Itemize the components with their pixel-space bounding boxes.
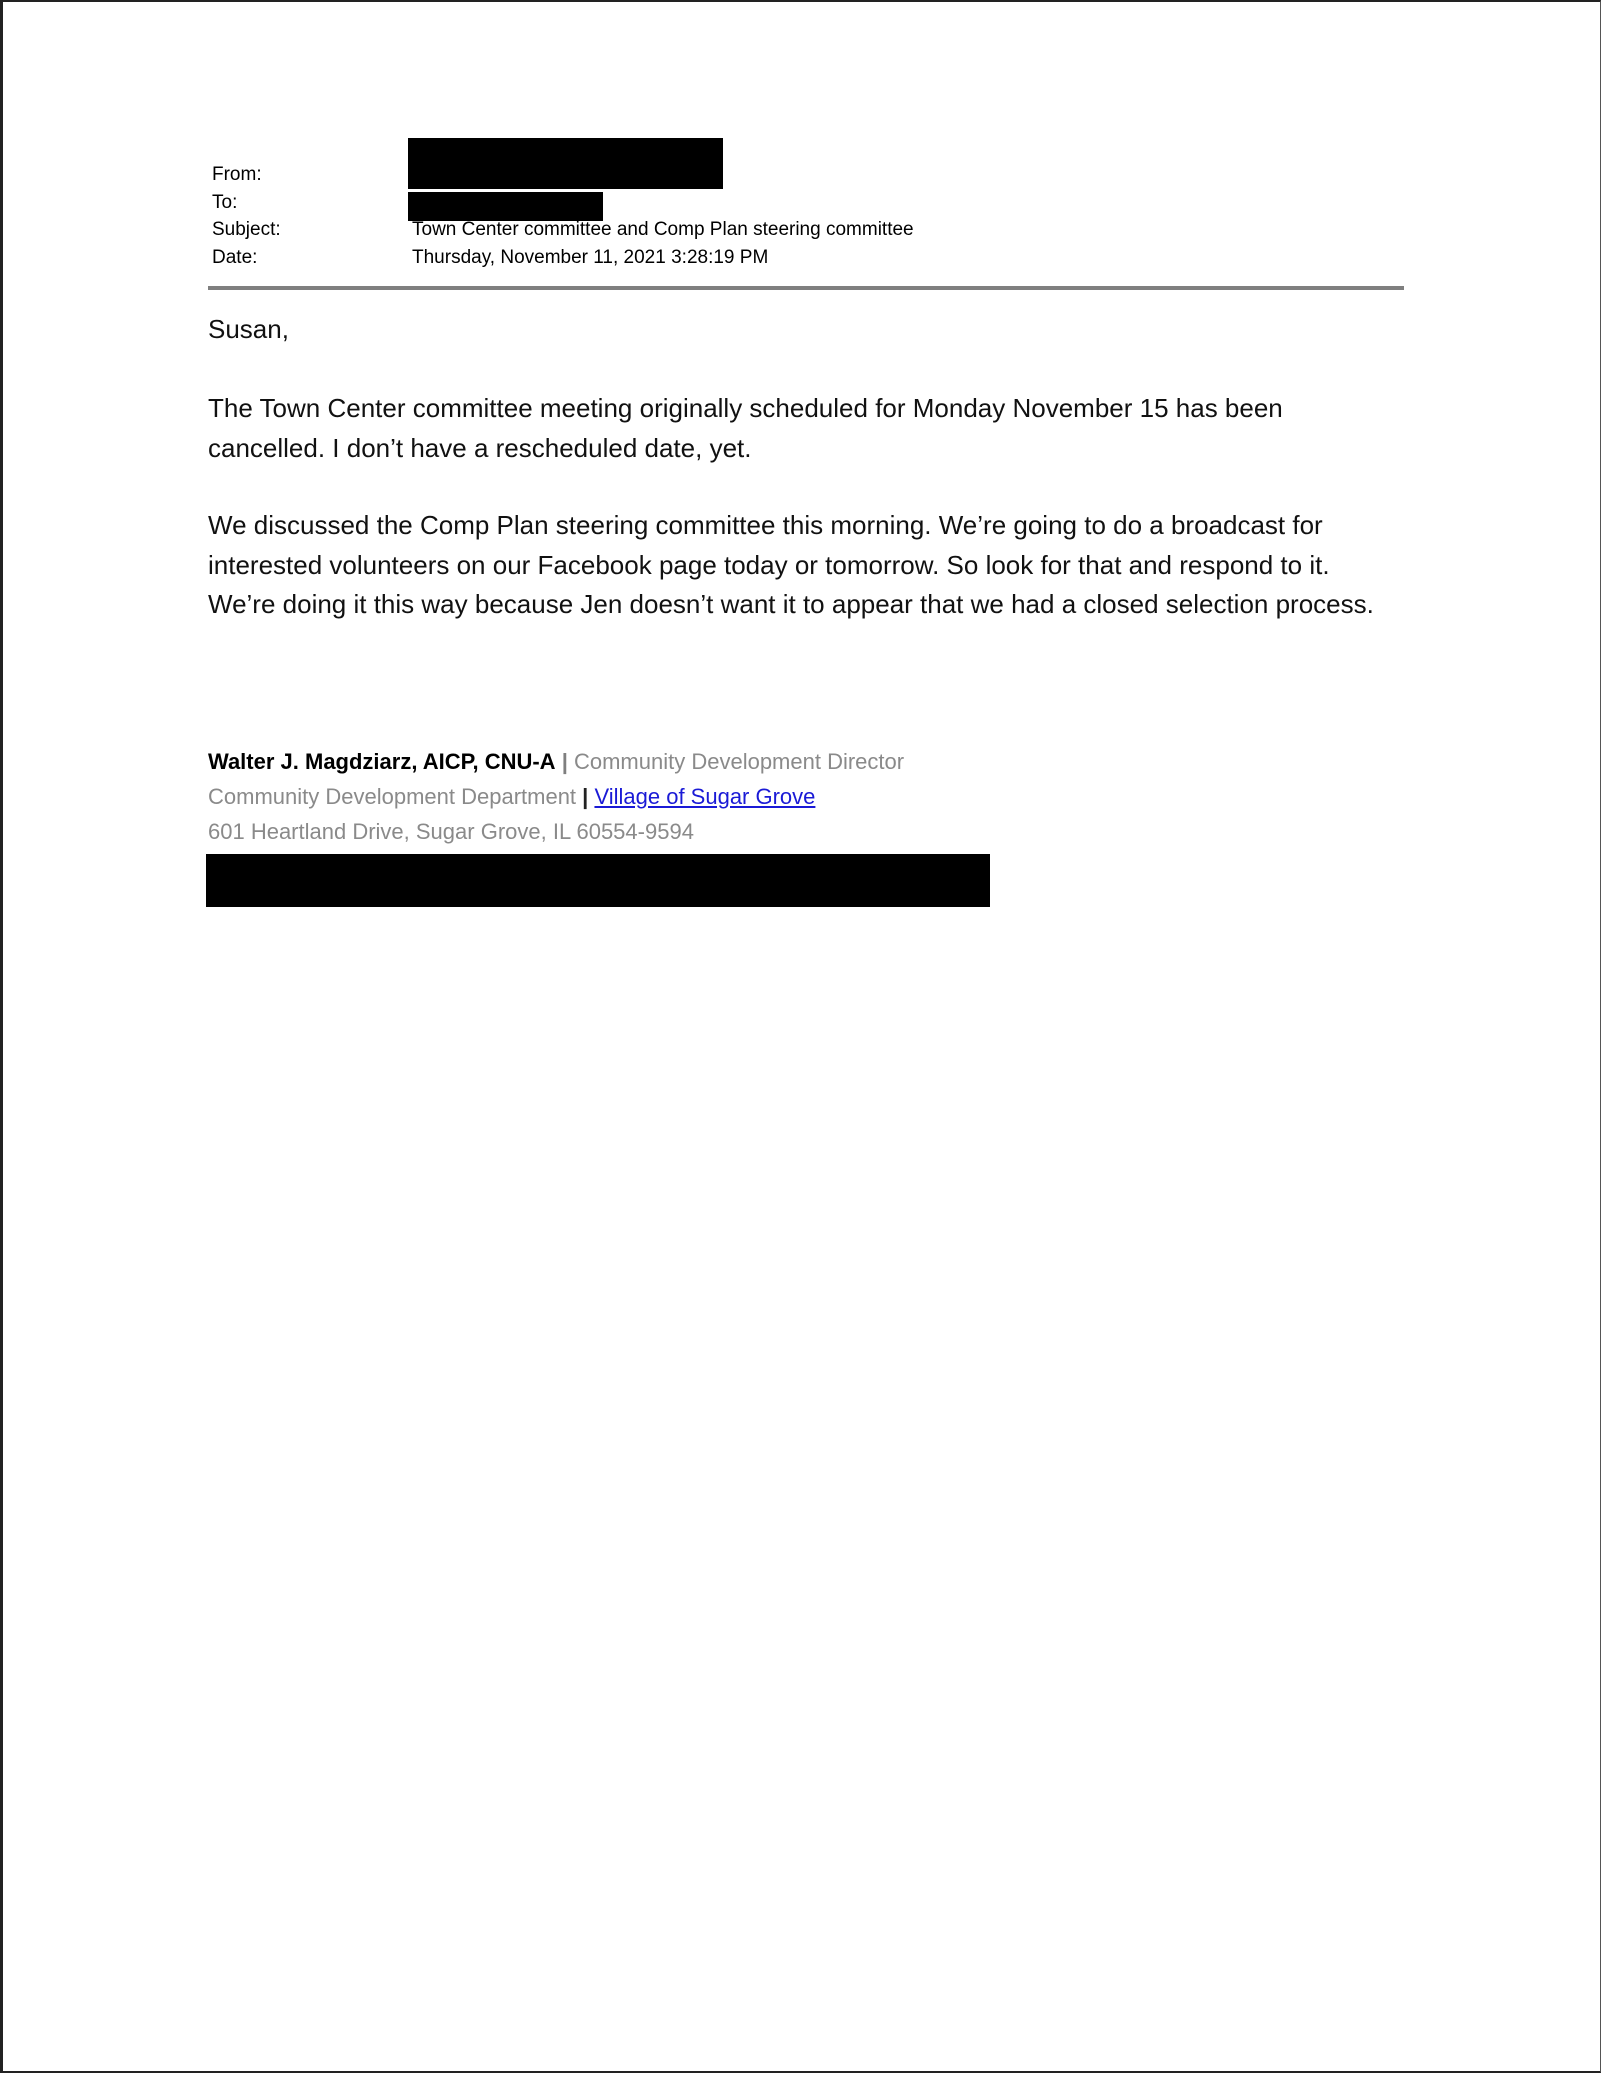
body-paragraph-1: The Town Center committee meeting originally scheduled for Monday November 15 has been cancelled. I don’t have a rescheduled date, yet. [208, 393, 1283, 463]
from-redaction [408, 138, 723, 189]
address-text: 601 Heartland Drive, Sugar Grove, IL 60554-9594 [208, 819, 694, 844]
signature-line-1 [208, 744, 904, 779]
signature-title: Community Development Director [573, 749, 905, 774]
subject-label: Subject: [212, 219, 281, 240]
signature-line-2 [208, 779, 815, 814]
greeting: Susan, [208, 314, 289, 344]
signature-separator-2: | [582, 784, 589, 809]
to-redaction [408, 192, 603, 221]
village-link[interactable]: Village of Sugar Grove [594, 784, 816, 809]
signature-redaction [206, 854, 990, 907]
signature-name: Walter J. Magdziarz, AICP, CNU-A [208, 749, 556, 774]
date-label: Date: [212, 247, 258, 268]
header-divider [208, 286, 1404, 290]
body-paragraph-2: We discussed the Comp Plan steering committee this morning. We’re going to do a broadcast for interested volunteers on our Facebook page today or tomorrow. So look for that and respond to it. We’re doing it this way because Jen doesn’t want it to appear that we had a closed selection process. [208, 510, 1374, 619]
subject-value: Town Center committee and Comp Plan steering committee [412, 219, 914, 240]
signature-separator: | [561, 749, 568, 774]
to-label: To: [212, 192, 238, 213]
date-value: Thursday, November 11, 2021 3:28:19 PM [412, 247, 769, 268]
signature-address [208, 814, 694, 849]
signature-department: Community Development Department [208, 784, 577, 809]
from-label: From: [212, 164, 262, 185]
